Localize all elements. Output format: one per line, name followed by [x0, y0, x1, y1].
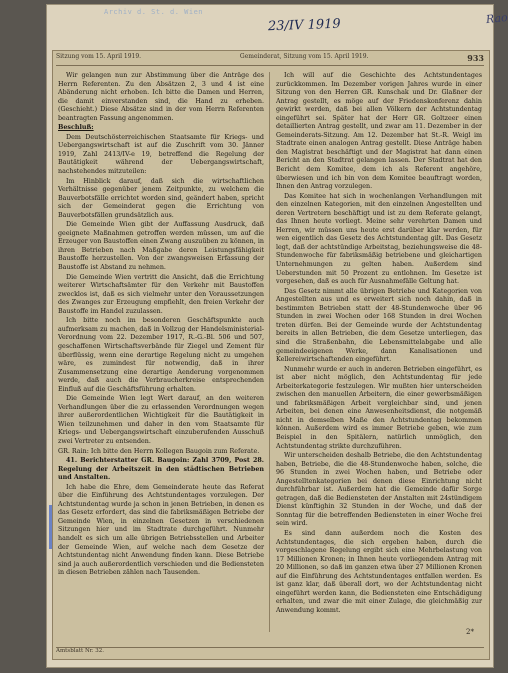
header-left: Sitzung vom 15. April 1919. — [56, 53, 142, 60]
left-paragraph: Dem Deutschösterreichischen Staatsamte für Kriegs- und Uebergangswirtschaft ist auf die Zuschrift vom 30. Jänner 1919, Zahl 2413/IV-e 19, betreffend die Regelung der Bautätigkeit während der Uebergangswirtschaft, nachstehendes mitzuteilen: — [58, 133, 264, 176]
handwritten-date: 23/IV 1919 — [267, 16, 341, 35]
right-paragraph: Es sind dann außerdem noch die Kosten des Achtstundentages, die sich ergeben haben, durch die vorgeschlagene Regelung ergibt sich eine Mehrbelastung von 17 Millionen Kronen; in Ihnen heute vorliegendem Antrag mit 20 Millionen, so daß im ganzen etwa über 27 Millionen Kronen auf die Einführung des Achtstundentages entfallen werden. Es ist ganz klar, daß überall dort, wo der Achtstundentag nicht eingeführt werden kann, die Bediensteten eine Entschädigung erhalten, und zwar die mit einer Zulage, die gleichmäßig zur Anwendung kommt. — [276, 529, 482, 614]
handwritten-note: Rao — [485, 10, 508, 27]
right-paragraph: Das Gesetz nimmt alle übrigen Betriebe und Kategorien von Angestellten aus und es erweitert sich noch dahin, daß in bestimmten Betrieben statt der 48-Stundenwoche über 96 Stunden in zwei Wochen oder 168 Stunden in drei Wochen treten dürfen. Bei der Gemeinde wurde der Achtstundentag bereits in allen Betrieben, die dem Gesetze unterliegen, das sind die Straßenbahn, die Lebensmittelabgabe und alle gemeindeeigenen Werke, dann Kanalisationen und Kellereiwirtschaftenden eingeführt. — [276, 287, 482, 364]
page-footer: Amtsblatt Nr. 32. — [56, 647, 484, 658]
left-paragraph: Ich habe die Ehre, dem Gemeinderate heute das Referat über die Einführung des Achtstundentages vorzulegen. Der Achtstundentag wurde ja schon in jenen Betrieben, in denen es das Gesetz erfordert, das sind die fabriksmäßigen Betriebe der Gemeinde Wien, in einzelnen Gesetzen in verschiedenen Sitzungen hier und im Stadtrate durchgeführt. Nunmehr handelt es sich um alle übrigen Betriebsstellen und Arbeiter der Gemeinde Wien, auf welche nach dem Gesetze der Achtstundentag nicht Anwendung finden kann. Diese Betriebe sind ja auch außerordentlich verschieden und die Bediensteten in diesen Betrieben zählen nach Tausenden. — [58, 483, 264, 577]
page-number: 933 — [467, 53, 484, 63]
resolution-heading: Beschluß: — [58, 124, 94, 132]
margin-marker — [49, 505, 52, 549]
right-paragraph: Das Komitee hat sich in wochenlangen Verhandlungen mit den einzelnen Kategorien, mit den einzelnen Angestellten und deren Vertretern beschäftigt und ist zu dem Referate gelangt, das Ihnen heute vorliegt. Meine sehr verehrten Damen und Herren, wir müssen uns heute erst darüber klar werden, für wen eigentlich das Gesetz des Achtstundentag gilt. Das Gesetz legt, daß der achtstündige Arbeitstag, beziehungsweise die 48-Stundenwoche für fabriksmäßig betriebene und gleichartigen Unternehmungen zu gelten haben. Außerdem sind Ueberstunden mit 50 Prozent zu entlohnen. Im Gesetze ist vorgesehen, daß es auch für Ausnahmefälle Geltung hat. — [276, 192, 482, 286]
right-paragraph: Nunmehr wurde er auch in anderen Betrieben eingeführt, es ist aber nicht möglich, den Achtstundentag für jede Arbeiterkategorie festzulegen. Wir mußten hier unterscheiden zwischen den manuellen Arbeitern, die einer gewerbsmäßigen und fabriksmäßigen Arbeit vergleichbar sind, und jenen Arbeiten, bei denen eine Anwesenheitsdienst, die notgemäß nicht in demselben Maße den Achtstundentag bekommen können. Außerdem wird es immer Betriebe geben, wie zum Beispiel in den Spitälern, natürlich unmöglich, den Achtstundentag strikte durchzuführen. — [276, 365, 482, 450]
right-column — [276, 72, 482, 640]
left-paragraph: Die Gemeinde Wien vertritt die Ansicht, daß die Errichtung weiterer Wirtschaftsämter für den Verkehr mit Baustoffen zwecklos ist, daß es sich vielmehr unter den Voraussetzungen des Zwanges zur Erzeugung empfiehlt, den freien Verkehr der Baustoffe im Handel zuzulassen. — [58, 273, 264, 315]
archive-stamp: Archiv d. St. d. Wien — [104, 8, 204, 16]
speaker-line: GR. Rain: Ich bitte den Herrn Kollegen Baugoin zum Referate. — [58, 447, 260, 455]
left-paragraph: Im Hinblick darauf, daß sich die wirtschaftlichen Verhältnisse gegenüber jenem Zeitpunkte, zu welchem die Bauverbotsfälle errichtet worden sind, geändert haben, spricht sich der Gemeinderat gegen die Errichtung von Bauverbotsfällen grundsätzlich aus. — [58, 177, 264, 219]
right-paragraph: Wir unterscheiden deshalb Betriebe, die den Achtstundentag haben, Betriebe, die die 48-Stundenwoche haben, solche, die 96 Stunden in zwei Wochen haben, und Betriebe oder Angestelltenkategorien bei denen diese Einrichtung nicht durchführbar ist. Außerdem hat die Gemeinde dafür Sorge getragen, daß die Bediensteten der Anstalten mit 24stündigem Dienst künftighin 32 Stunden in der Woche, und daß der Sonntag für die betreffenden Bediensteten in einer Woche frei sein wird. — [276, 452, 482, 528]
corner-signature: 2* — [466, 628, 474, 636]
header-right: Gemeinderat, Sitzung vom 15. April 1919. — [239, 53, 369, 60]
left-paragraph: Die Gemeinde Wien legt Wert darauf, an den weiteren Verhandlungen über die zu erlassenden Verordnungen wegen ihrer außerordentlichen Wichtigkeit für die Bautätigkeit in Wien teilzunehmen und daher in den vom Staatsamte für Kriegs- und Uebergangswirtschaft einzuberufenden Ausschuß zwei Vertreter zu entsenden. — [58, 395, 264, 445]
agenda-item-41: 41. Berichterstatter GR. Baugoin: Zahl 3709, Post 28. Regelung der Arbeitszeit in den städtischen Betrieben und Anstalten. — [58, 457, 264, 482]
document-page — [52, 50, 490, 660]
left-paragraph: Die Gemeinde Wien gibt der Auffassung Ausdruck, daß geeignete Maßnahmen getroffen werden müssen, um auf die Erzeuger von Baustoffen einen Zwang auszuüben zu können, in ihren Betrieben nach Maßgabe deren Leistungsfähigkeit Baustoffe herzustellen. Von der zwangsweisen Erfassung der Baustoffe ist Abstand zu nehmen. — [58, 221, 264, 272]
right-paragraph: Ich will auf die Geschichte des Achtstundentages zurückkommen. Im Dezember vorigen Jahres wurde in einer Sitzung von den Herren GR. Kunschak und Dr. Glaßner der Antrag gestellt, es möge auf der Friedenskonferenz dahin gewirkt werden, daß bei allen Völkern der Achtstundentag eingeführt sei. Später hat der Herr GR. Goltzeer einen detaillierten Antrag gestellt, und zwar am 11. Dezember in der Gemeinderats-Sitzung. Am 12. Dezember hat St.-R. Weigl im Stadtrate einen analogen Antrag gestellt. Diese Anträge haben den Magistrat beschäftigt und der Magistrat hat dann einen Bericht an den Stadtrat gelangen lassen. Der Stadtrat hat den Bericht dem Komitee, dem ich als Referent angehöre, überwiesen und ich bin von dem Komitee beauftragt worden, Ihnen den Antrag vorzulegen. — [276, 72, 482, 191]
column-divider — [269, 72, 270, 632]
left-column — [58, 72, 264, 640]
page-header — [56, 53, 484, 66]
left-paragraph: Ich bitte noch im besonderen Geschäftspunkte auch aufmerksam zu machen, daß in Vollzug der Handelsministerial-Verordnung vom 22. Dezember 1917, R.-G.-Bl. 506 und 507, geschaffenen Wirtschaftsverbände für Ziegel und Zement für überflüssig, wenn eine derartige Regelung nicht zu umgehen wäre, es zumindest für notwendig, daß in ihrer Zusammensetzung eine derartige Aenderung vorgenommen werde, daß auch die Verbraucherkreise entsprechenden Einfluß auf die Geschäftsführung erhalten. — [58, 317, 264, 393]
left-paragraph: Wir gelangen nun zur Abstimmung über die Anträge des Herrn Referenten. Zu den Absätzen 2, 3 und 4 ist eine Abänderung nicht erhoben. Ich bitte die Damen und Herren, die damit einverstanden sind, die Hand zu erheben. (Geschieht.) Diese Absätze sind in der vom Herrn Referenten beantragten Fassung angenommen. — [58, 72, 264, 122]
